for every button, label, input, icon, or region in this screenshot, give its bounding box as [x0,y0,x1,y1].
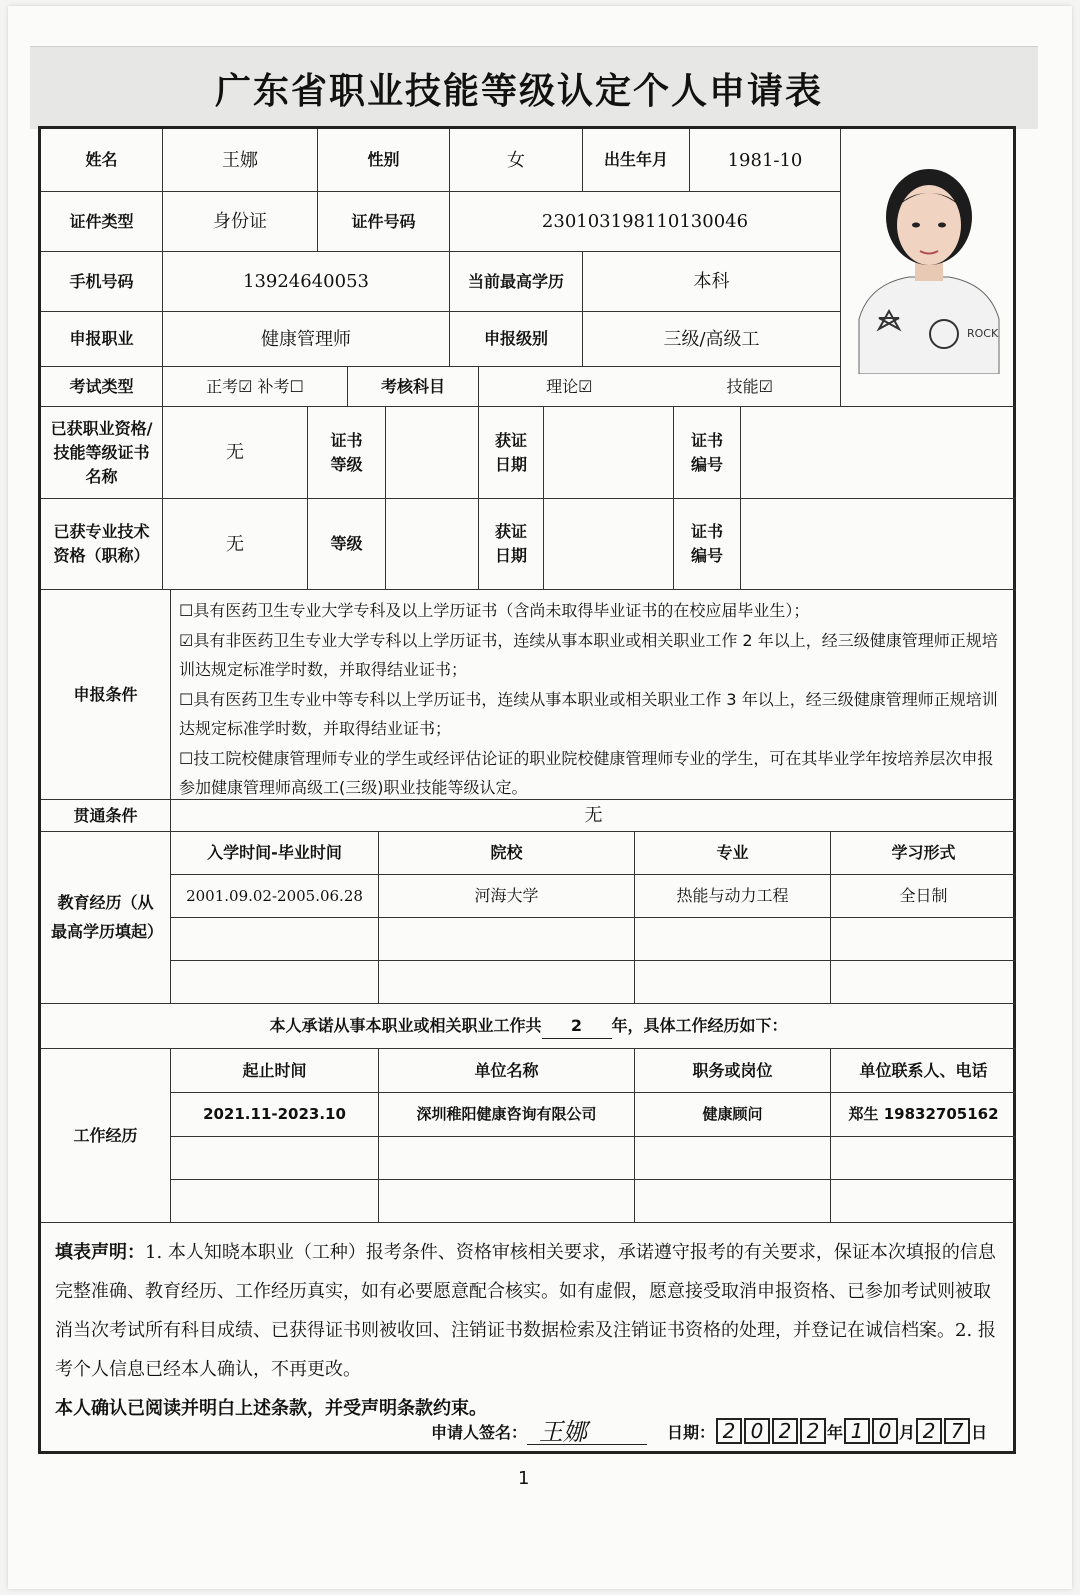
signature-field [527,1418,647,1445]
title-date-value [544,499,674,590]
through-value: 无 [171,800,1016,832]
edu-period [171,961,379,1004]
level-value: 三级/高级工 [583,312,841,367]
cert-no-label: 证书编号 [674,407,741,499]
signature-row [431,1414,1011,1448]
work-position [635,1137,831,1180]
exam-type-value: 正考☑ 补考☐ [163,367,348,407]
edu-school: 河海大学 [379,875,635,918]
education-level-value: 本科 [583,252,841,312]
applicant-photo [841,129,1016,407]
commitment-line [41,1004,1016,1049]
svg-text:ROCK: ROCK [967,327,999,340]
commitment-suffix: 年，具体工作经历如下： [611,1016,788,1035]
day-unit: 日 [971,1422,988,1442]
level-label: 申报级别 [450,312,583,367]
edu-major [635,961,831,1004]
date-year-digit: 0 [744,1418,770,1444]
year-unit: 年 [827,1422,844,1442]
work-contact [831,1137,1016,1180]
page-number: 1 [518,1468,530,1489]
education-level-label: 当前最高学历 [450,252,583,312]
commitment-prefix: 本人承诺从事本职业或相关职业工作共 [269,1016,542,1035]
work-header-company: 单位名称 [379,1049,635,1093]
title-no-value [741,499,1016,590]
work-company: 深圳稚阳健康咨询有限公司 [379,1093,635,1137]
subject-values [479,367,841,407]
title-no-label: 证书编号 [674,499,741,590]
name-label: 姓名 [41,129,163,192]
condition-item: ☐具有医药卫生专业中等专科以上学历证书，连续从事本职业或相关职业工作 3 年以上，经三级健康管理师正规培训达规定标准学时数，并取得结业证书； [179,689,998,738]
edu-mode [831,961,1016,1004]
date-year-digit: 2 [800,1418,826,1444]
id-type-value: 身份证 [163,192,318,252]
cert-grade-value [386,407,479,499]
title-date-label: 获证日期 [479,499,544,590]
application-form [38,126,1016,1454]
work-header-period: 起止时间 [171,1049,379,1093]
phone-label: 手机号码 [41,252,163,312]
work-company [379,1180,635,1223]
declaration-text: 1. 本人知晓本职业（工种）报考条件、资格审核相关要求，承诺遵守报考的有关要求，保证本次填报的信息完整准确、教育经历、工作经历真实，如有必要愿意配合核实。如有虚假，愿意接受取消申报资格、已参加考试则被取消当次考试所有科目成绩、已获得证书则被收回、注销证书数据检索及注销证书资格的处理，并登记在诚信档案。2. 报考个人信息已经本人确认，不再更改。 [55,1242,996,1380]
work-period: 2021.11-2023.10 [171,1093,379,1137]
paper-sheet [8,6,1072,1589]
birth-label: 出生年月 [583,129,690,192]
edu-major [635,918,831,961]
work-label: 工作经历 [41,1049,171,1223]
id-no-label: 证件号码 [318,192,450,252]
birth-value: 1981-10 [690,129,841,192]
name-value: 王娜 [163,129,318,192]
declaration-lead: 填表声明： [55,1242,145,1263]
gender-value: 女 [450,129,583,192]
title-cert-label: 已获专业技术资格（职称） [41,499,163,590]
through-label: 贯通条件 [41,800,171,832]
work-period [171,1137,379,1180]
education-label: 教育经历（从最高学历填起） [41,832,171,1004]
work-header-position: 职务或岗位 [635,1049,831,1093]
id-no-value: 230103198110130046 [450,192,841,252]
edu-header-mode: 学习形式 [831,832,1016,875]
cert-date-label: 获证日期 [479,407,544,499]
title-band [30,46,1038,129]
work-company [379,1137,635,1180]
date-month-digit: 0 [872,1418,898,1444]
date-day-digit: 2 [916,1418,942,1444]
subject-label: 考核科目 [348,367,479,407]
edu-header-period: 入学时间-毕业时间 [171,832,379,875]
work-contact [831,1180,1016,1223]
date-year-digit: 2 [716,1418,742,1444]
month-unit: 月 [899,1422,916,1442]
exam-type-label: 考试类型 [41,367,163,407]
edu-school [379,961,635,1004]
edu-mode: 全日制 [831,875,1016,918]
edu-period [171,918,379,961]
work-header-contact: 单位联系人、电话 [831,1049,1016,1093]
cert-grade-label: 证书等级 [308,407,386,499]
form-title: 广东省职业技能等级认定个人申请表 [214,70,823,112]
phone-value: 13924640053 [163,252,450,312]
work-period [171,1180,379,1223]
title-cert-value: 无 [163,499,308,590]
occupation-value: 健康管理师 [163,312,450,367]
edu-major: 热能与动力工程 [635,875,831,918]
gender-label: 性别 [318,129,450,192]
commitment-years: 2 [542,1014,612,1039]
edu-header-school: 院校 [379,832,635,875]
cert-no-value [741,407,1016,499]
work-position [635,1180,831,1223]
edu-mode [831,918,1016,961]
qualification-cert-value: 无 [163,407,308,499]
edu-school [379,918,635,961]
condition-item: ☐技工院校健康管理师专业的学生或经评估论证的职业院校健康管理师专业的学生，可在其毕业学年按培养层次申报参加健康管理师高级工(三级)职业技能等级认定。 [179,748,994,797]
edu-header-major: 专业 [635,832,831,875]
qualification-cert-label: 已获职业资格/技能等级证书名称 [41,407,163,499]
declaration-confirm: 本人确认已阅读并明白上述条款，并受声明条款约束。 [55,1398,487,1419]
conditions-label: 申报条件 [41,590,171,800]
occupation-label: 申报职业 [41,312,163,367]
condition-item: ☑具有非医药卫生专业大学专科以上学历证书，连续从事本职业或相关职业工作 2 年以上，经三级健康管理师正规培训达规定标准学时数，并取得结业证书； [179,630,998,679]
work-position: 健康顾问 [635,1093,831,1137]
date-year-digit: 2 [772,1418,798,1444]
id-type-label: 证件类型 [41,192,163,252]
signature-name: 王娜 [539,1417,588,1446]
cert-date-value [544,407,674,499]
date-label: 日期： [667,1422,716,1442]
subject-theory: 理论☑ [546,376,593,396]
portrait-image [849,159,1009,374]
work-contact: 郑生 19832705162 [831,1093,1016,1137]
signature-label: 申请人签名： [431,1422,528,1442]
date-month-digit: 1 [844,1418,870,1444]
date-day-digit: 7 [944,1418,970,1444]
edu-period: 2001.09.02-2005.06.28 [171,875,379,918]
title-grade-label: 等级 [308,499,386,590]
condition-item: ☐具有医药卫生专业大学专科及以上学历证书（含尚未取得毕业证书的在校应届毕业生）； [179,601,810,620]
title-grade-value [386,499,479,590]
conditions-list [171,590,1016,800]
subject-skill: 技能☑ [726,376,773,396]
